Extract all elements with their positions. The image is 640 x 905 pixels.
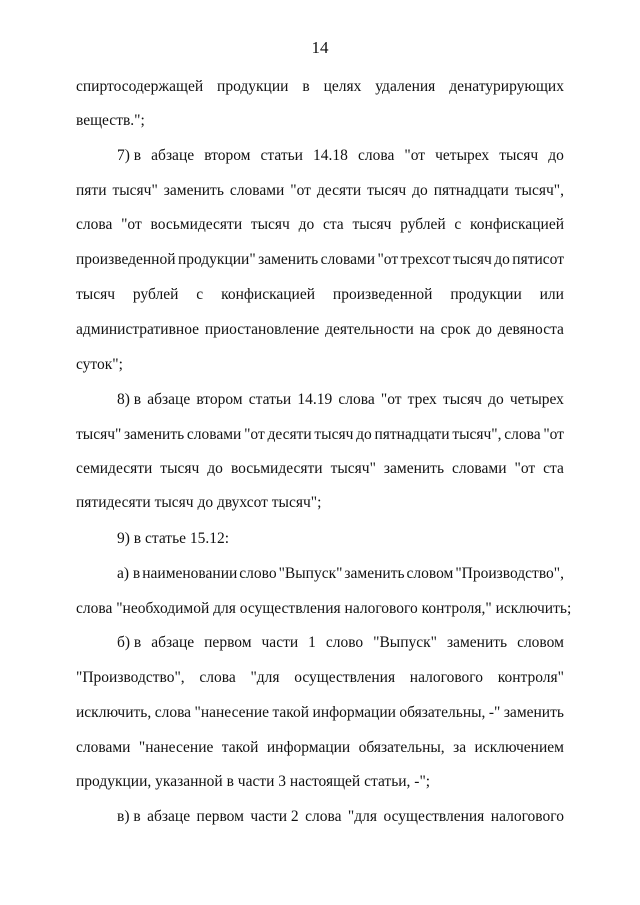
word: тысяч: [367, 182, 407, 199]
word: административное: [76, 321, 200, 338]
word: обязательны,: [399, 704, 486, 721]
word: "от: [380, 391, 402, 408]
word: десяти: [267, 426, 312, 443]
word: продукции: [450, 286, 522, 303]
word: 1: [308, 634, 316, 651]
word: девяноста: [497, 321, 564, 338]
word: "от: [377, 251, 399, 268]
word: заменить: [258, 251, 319, 268]
word: первом: [196, 808, 244, 825]
word: тысяч: [499, 147, 539, 164]
text-line: суток";: [76, 356, 123, 373]
text-line: слова "необходимой для осуществления налогового контроля," исключить;: [76, 600, 572, 617]
word: четырех: [435, 147, 490, 164]
word: пятисот: [512, 251, 564, 268]
word: пяти: [76, 182, 107, 199]
word: тысяч": [330, 460, 376, 477]
word: слова: [305, 808, 342, 825]
word: деятельности: [325, 321, 414, 338]
word: а) в: [117, 565, 141, 582]
word: слова: [76, 216, 113, 233]
text-line: [76, 180, 564, 202]
word: первом: [204, 634, 252, 651]
word: статьи: [260, 147, 303, 164]
text-line: [76, 458, 564, 480]
word: "для: [347, 808, 377, 825]
word: до: [476, 321, 492, 338]
word: конфискацией: [221, 286, 316, 303]
word: "Выпуск": [373, 634, 437, 651]
word: тысяч: [314, 426, 354, 443]
word: словом: [517, 634, 564, 651]
word: до: [488, 391, 504, 408]
word: до: [412, 182, 428, 199]
word: тысяч: [160, 460, 200, 477]
word: до: [298, 216, 315, 233]
word: осуществления: [383, 808, 485, 825]
word: абзаце: [151, 634, 195, 651]
text-line: [76, 76, 564, 98]
word: "Выпуск": [278, 565, 343, 582]
word: словами: [76, 739, 131, 756]
word: тысяч: [250, 216, 290, 233]
word: продукции": [177, 251, 256, 268]
word: информации: [312, 704, 396, 721]
word: удаления: [375, 78, 436, 95]
word: обязательны,: [358, 739, 445, 756]
word: тысяч: [76, 286, 115, 303]
word: "от: [404, 147, 426, 164]
word: втором: [204, 147, 251, 164]
word: "от: [543, 426, 564, 443]
text-line: [76, 702, 564, 724]
text-line: [117, 632, 564, 654]
page-number: 14: [311, 38, 329, 57]
word: четырех: [509, 391, 564, 408]
word: слова: [154, 704, 192, 721]
word: статьи: [248, 391, 292, 408]
word: срок: [440, 321, 471, 338]
word: "Производство",: [455, 565, 564, 582]
word: восьмидесяти: [150, 216, 243, 233]
text-line: 9) в статье 15.12:: [117, 530, 230, 547]
word: заменить: [503, 704, 564, 721]
word: в) в: [117, 808, 141, 825]
word: "нанесение: [138, 739, 214, 756]
word: контроля": [497, 669, 564, 686]
word: осуществления: [294, 669, 396, 686]
word: "Производство",: [76, 669, 185, 686]
text-line: [76, 424, 564, 446]
word: продукции: [217, 78, 289, 95]
word: заменить: [163, 182, 224, 199]
text-line: [117, 563, 564, 585]
word: тысяч": [76, 426, 122, 443]
word: приостановление: [204, 321, 320, 338]
word: такой: [272, 704, 310, 721]
word: тысяч: [352, 216, 392, 233]
word: конфискацией: [470, 216, 564, 233]
word: тысяч",: [514, 182, 564, 199]
text-line: [76, 284, 564, 306]
word: абзаце: [147, 808, 191, 825]
word: 14.18: [313, 147, 348, 164]
text-line: [117, 145, 564, 167]
word: "для: [250, 669, 280, 686]
word: до: [548, 147, 564, 164]
text-line: [117, 806, 564, 828]
word: произведенной: [332, 286, 433, 303]
word: словом: [406, 565, 454, 582]
text-line: [76, 319, 564, 341]
word: слова: [357, 147, 395, 164]
word: словами: [186, 426, 242, 443]
text-line: [76, 667, 564, 689]
word: наименовании: [142, 565, 238, 582]
word: ста: [322, 216, 344, 233]
word: "от: [244, 426, 265, 443]
word: слова: [199, 669, 236, 686]
word: целях: [323, 78, 362, 95]
word: слово: [239, 565, 277, 582]
word: или: [539, 286, 564, 303]
word: спиртосодержащей: [76, 78, 204, 95]
word: исключить,: [76, 704, 152, 721]
word: 7) в: [117, 147, 142, 164]
word: такой: [221, 739, 259, 756]
word: слово: [325, 634, 364, 651]
word: за: [453, 739, 467, 756]
word: рублей: [132, 286, 179, 303]
word: до: [356, 426, 372, 443]
word: пятнадцати: [433, 182, 509, 199]
word: втором: [196, 391, 243, 408]
word: исключением: [474, 739, 564, 756]
text-line: [76, 214, 564, 236]
word: восьмидесяти: [230, 460, 323, 477]
word: части: [261, 634, 299, 651]
word: слова: [338, 391, 375, 408]
word: 14.19: [297, 391, 333, 408]
text-line: [76, 249, 564, 271]
word: информации: [266, 739, 351, 756]
word: абзаце: [151, 147, 195, 164]
text-line: веществ.";: [76, 112, 145, 129]
word: с: [196, 286, 204, 303]
word: тысяч",: [452, 426, 502, 443]
text-line: продукции, указанной в части 3 настоящей статьи, -";: [76, 773, 431, 790]
word: заменить: [446, 634, 508, 651]
word: слова: [504, 426, 541, 443]
word: пятнадцати: [374, 426, 450, 443]
word: словами: [452, 460, 507, 477]
word: "нанесение: [194, 704, 269, 721]
text-line: пятидесяти тысяч до двухсот тысяч";: [76, 494, 322, 511]
word: до: [207, 460, 223, 477]
word: налогового: [409, 669, 483, 686]
word: с: [454, 216, 462, 233]
word: "от: [290, 182, 311, 199]
word: заменить: [383, 460, 445, 477]
word: словами: [320, 251, 376, 268]
word: семидесяти: [76, 460, 153, 477]
word: тысяч": [112, 182, 158, 199]
word: заменить: [344, 565, 405, 582]
word: части 2: [250, 808, 299, 825]
word: в: [302, 78, 310, 95]
word: тысяч: [452, 251, 492, 268]
word: "от: [514, 460, 536, 477]
word: произведенной: [76, 251, 176, 268]
word: "от: [121, 216, 142, 233]
word: налогового: [490, 808, 564, 825]
word: ста: [543, 460, 564, 477]
word: заменить: [124, 426, 185, 443]
word: абзаце: [147, 391, 191, 408]
word: на: [419, 321, 435, 338]
word: трехсот: [400, 251, 451, 268]
text-line: [117, 389, 564, 411]
word: 8) в: [117, 391, 142, 408]
word: б) в: [117, 634, 142, 651]
word: до: [494, 251, 510, 268]
word: тысяч: [442, 391, 482, 408]
word: рублей: [400, 216, 446, 233]
text-line: [76, 737, 564, 759]
word: -": [488, 704, 501, 721]
word: трех: [407, 391, 437, 408]
word: денатурирующих: [449, 78, 564, 95]
word: словами: [229, 182, 285, 199]
word: десяти: [316, 182, 362, 199]
